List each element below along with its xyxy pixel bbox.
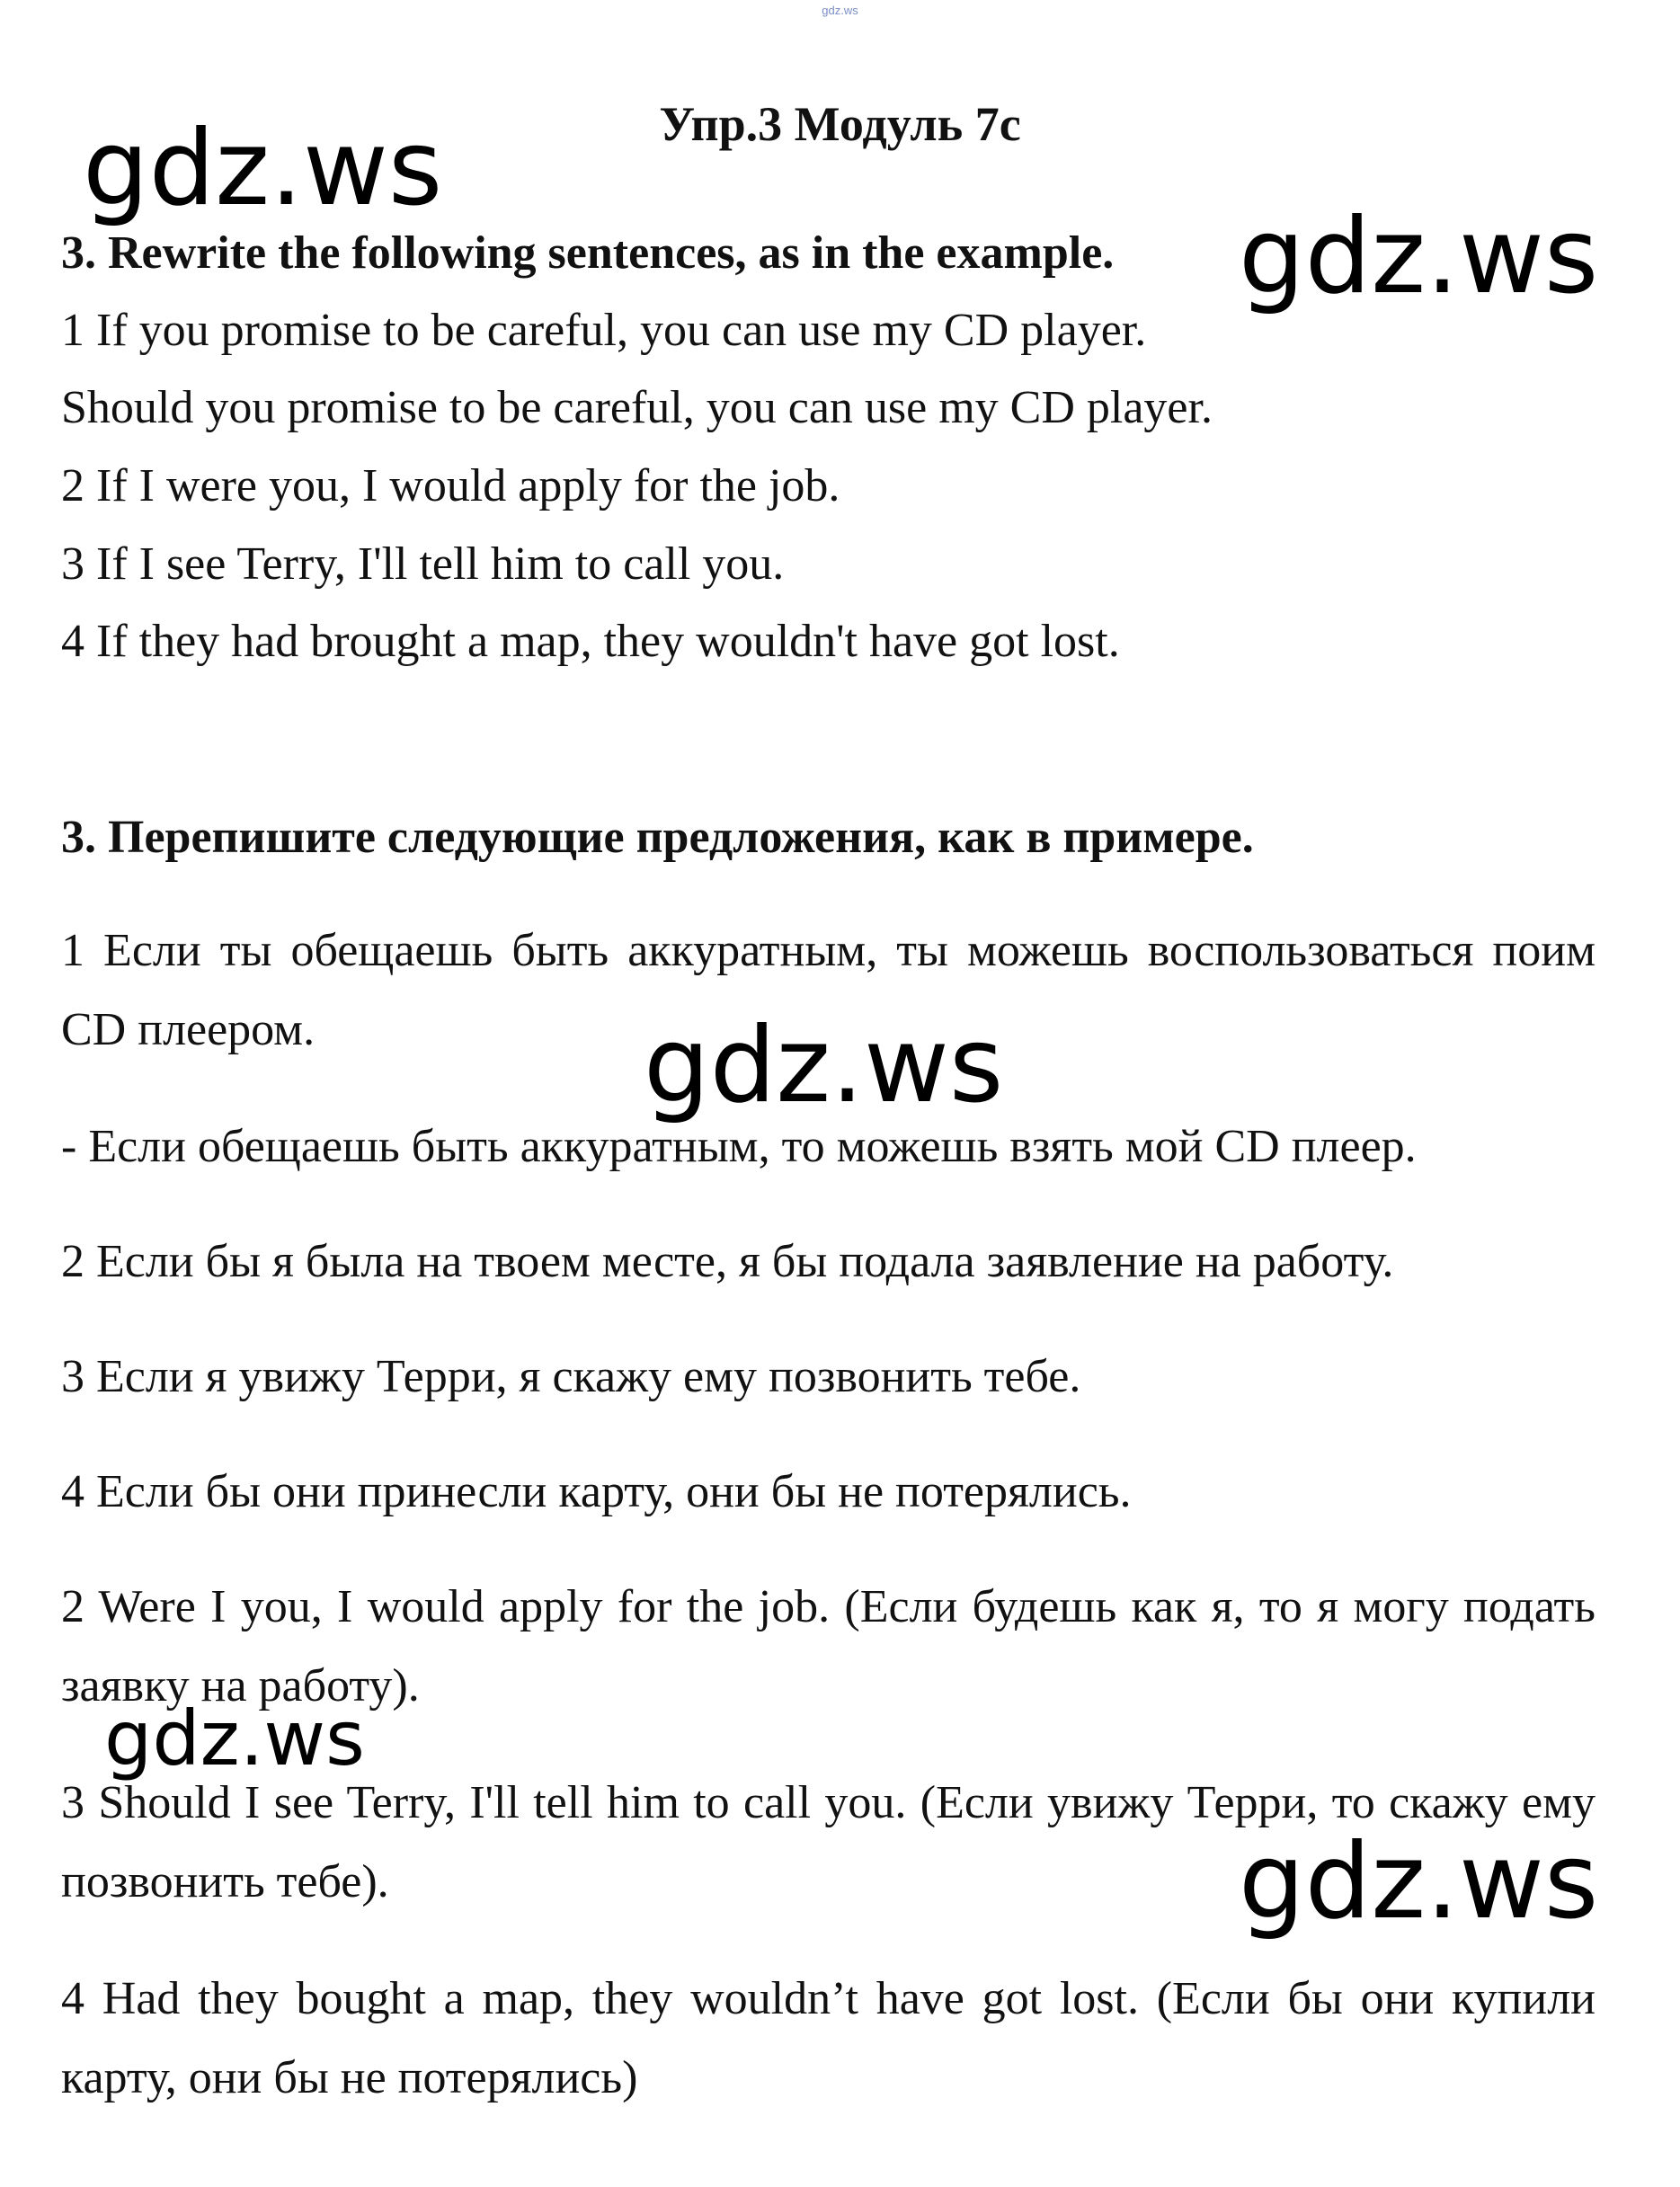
watermark: gdz.ws: [1239, 1821, 1599, 1943]
russian-heading: 3. Перепишите следующие предложения, как в примере.: [61, 812, 1254, 863]
answer-2: 2 Were I you, I would apply for the job. (Если будешь как я, то я могу подать заявку на работу).: [61, 1581, 1596, 1711]
russian-paragraph-1: 1 Если ты обещаешь быть аккуратным, ты можешь воспользоваться поим CD плеером.: [61, 925, 1596, 1055]
watermark: gdz.ws: [644, 1005, 1004, 1126]
answer-3: 3 Should I see Terry, I'll tell him to call you. (Если увижу Терри, то скажу ему позвонить тебе).: [61, 1777, 1596, 1907]
russian-paragraph-2: 2 Если бы я была на твоем месте, я бы подала заявление на работу.: [61, 1236, 1394, 1287]
russian-paragraph-3: 3 Если я увижу Терри, я скажу ему позвонить тебе.: [61, 1351, 1081, 1402]
russian-paragraph-example: - Если обещаешь быть аккуратным, то можешь взять мой CD плеер.: [61, 1121, 1417, 1172]
answer-4: 4 Had they bought a map, they wouldn’t have got lost. (Если бы они купили карту, они бы не потерялись): [61, 1973, 1596, 2103]
site-mark: gdz.ws: [822, 4, 858, 17]
english-line-example: Should you promise to be careful, you can use my CD player.: [61, 382, 1213, 433]
page-title: Упр.3 Модуль 7с: [659, 97, 1021, 151]
russian-paragraph-4: 4 Если бы они принесли карту, они бы не потерялись.: [61, 1466, 1132, 1517]
watermark: gdz.ws: [1239, 196, 1599, 317]
english-heading: 3. Rewrite the following sentences, as in the example.: [61, 227, 1115, 279]
english-line-2: 2 If I were you, I would apply for the job.: [61, 460, 840, 511]
english-line-4: 4 If they had brought a map, they wouldn't have got lost.: [61, 616, 1120, 667]
english-line-1: 1 If you promise to be careful, you can use my CD player.: [61, 305, 1147, 356]
watermark: gdz.ws: [104, 1694, 365, 1782]
watermark: gdz.ws: [83, 108, 443, 229]
english-line-3: 3 If I see Terry, I'll tell him to call you.: [61, 538, 785, 590]
